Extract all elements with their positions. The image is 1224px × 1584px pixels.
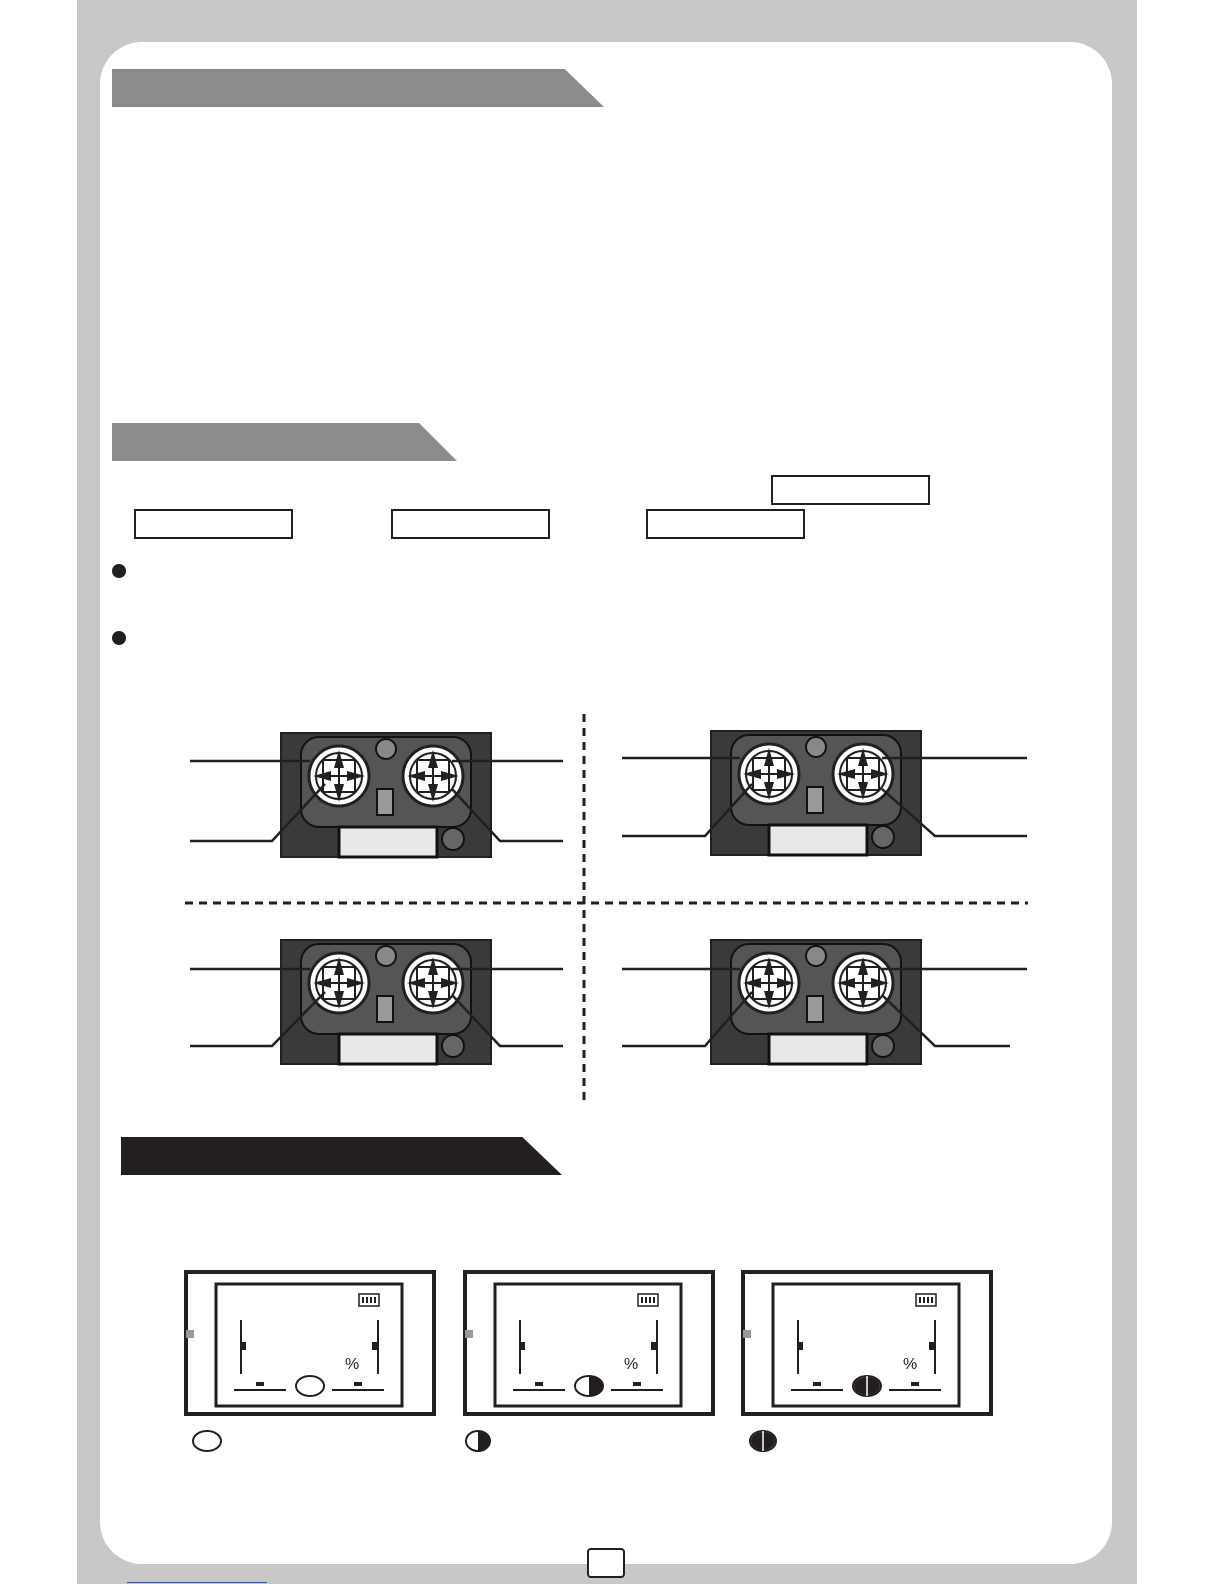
bottom-left-trim-marker (256, 1382, 264, 1386)
lcd-1-percent: % (345, 1356, 360, 1373)
bottom-right-trim-marker (911, 1382, 919, 1386)
right-trim-marker (372, 1342, 377, 1350)
indicator-legend (193, 1431, 776, 1451)
dial-knob (442, 828, 464, 850)
battery-bar (931, 1297, 933, 1303)
battery-bar (927, 1297, 929, 1303)
bottom-left-trim-marker (535, 1382, 543, 1386)
transmitter-lcd (769, 825, 867, 855)
transmitter-lcd (769, 1034, 867, 1064)
transmitter-3 (190, 940, 563, 1064)
transmitter-lcd (339, 827, 437, 857)
lcd-screen-1 (186, 1272, 434, 1414)
left-trim-marker (520, 1342, 525, 1350)
left-trim-marker (241, 1342, 246, 1350)
battery-bar (374, 1297, 376, 1303)
right-trim-marker (651, 1342, 656, 1350)
right-trim-marker (929, 1342, 934, 1350)
side-mark (465, 1330, 473, 1338)
lcd-3-percent: % (903, 1356, 918, 1373)
battery-bar (370, 1297, 372, 1303)
lcd-screen-3 (743, 1272, 991, 1414)
power-knob (806, 946, 826, 966)
battery-bar (362, 1297, 364, 1303)
battery-bar (649, 1297, 651, 1303)
page-number (587, 1548, 625, 1578)
side-mark (743, 1330, 751, 1338)
dial-knob (442, 1035, 464, 1057)
transmitter-2 (622, 731, 1027, 855)
footer-link-underline[interactable] (127, 1582, 267, 1583)
dial-knob (872, 826, 894, 848)
bottom-right-trim-marker (633, 1382, 641, 1386)
battery-bar (919, 1297, 921, 1303)
center-switch (377, 996, 393, 1022)
battery-bar (645, 1297, 647, 1303)
transmitter-1 (190, 733, 563, 857)
center-switch (807, 787, 823, 813)
transmitter-4 (622, 940, 1027, 1064)
bottom-left-trim-marker (813, 1382, 821, 1386)
indicator-half-fill (478, 1431, 490, 1451)
battery-bar (923, 1297, 925, 1303)
left-trim-marker (798, 1342, 803, 1350)
power-knob (376, 739, 396, 759)
lcd-screen-2 (465, 1272, 713, 1414)
power-knob (376, 946, 396, 966)
center-switch (377, 789, 393, 815)
side-mark (186, 1330, 194, 1338)
battery-bar (366, 1297, 368, 1303)
power-knob (806, 737, 826, 757)
transmitter-lcd (339, 1034, 437, 1064)
battery-bar (653, 1297, 655, 1303)
indicator-outline (296, 1376, 324, 1396)
dial-knob (872, 1035, 894, 1057)
center-switch (807, 996, 823, 1022)
battery-bar (641, 1297, 643, 1303)
indicator-outline (193, 1431, 221, 1451)
bottom-right-trim-marker (354, 1382, 362, 1386)
lcd-2-percent: % (624, 1356, 639, 1373)
